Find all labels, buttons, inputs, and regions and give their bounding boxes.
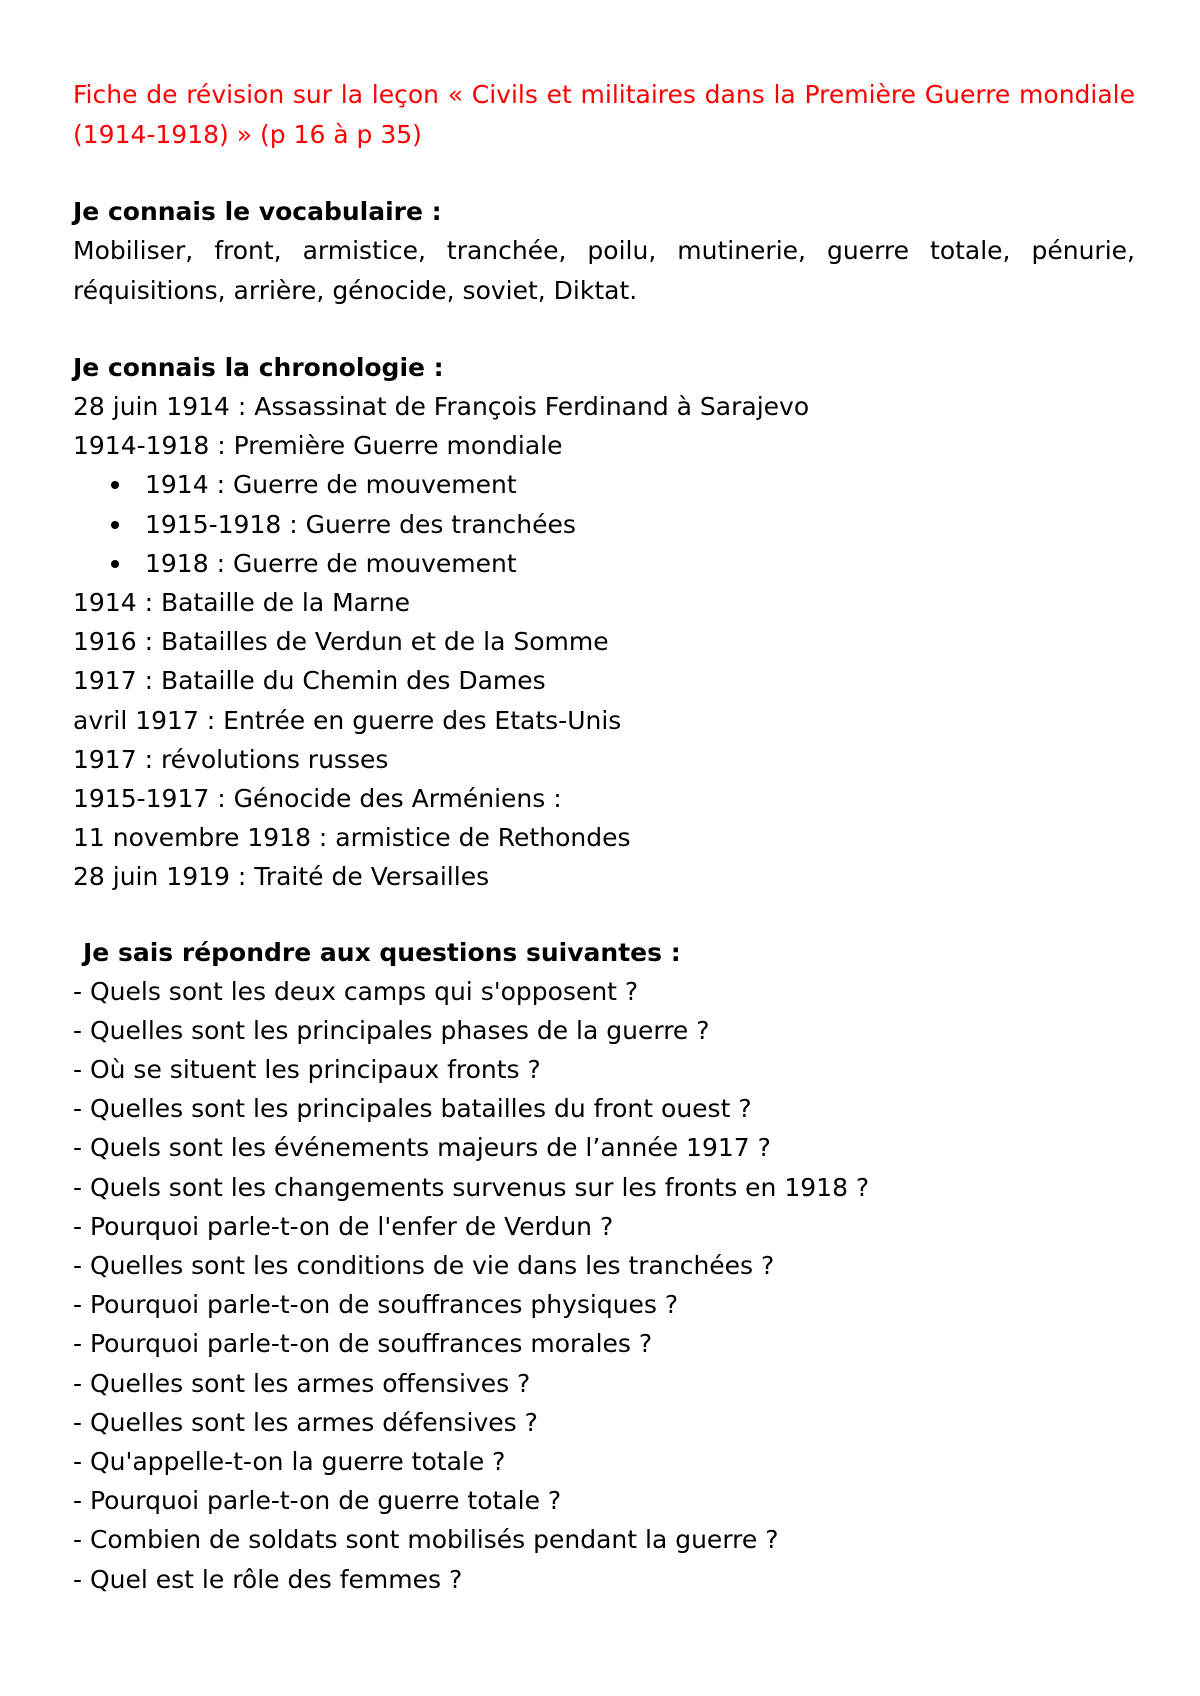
questions-section [73, 933, 1135, 1599]
question-item: - Où se situent les principaux fronts ? [73, 1055, 541, 1085]
chronology-line: 1916 : Batailles de Verdun et de la Somme [73, 627, 609, 657]
question-item: - Quels sont les événements majeurs de l’année 1917 ? [73, 1133, 771, 1163]
question-item: - Quel est le rôle des femmes ? [73, 1564, 463, 1594]
question-item: - Qu'appelle-t-on la guerre totale ? [73, 1447, 506, 1477]
document-title: Fiche de révision sur la leçon « Civils et militaires dans la Première Guerre mondiale (1914-1918) » (p 16 à p 35) [73, 80, 1135, 149]
chronology-line: 28 juin 1914 : Assassinat de François Ferdinand à Sarajevo [73, 392, 810, 421]
question-item: - Pourquoi parle-t-on de guerre totale ? [73, 1486, 562, 1516]
chronology-line: 1917 : Bataille du Chemin des Dames [73, 666, 546, 696]
chronology-line: 11 novembre 1918 : armistice de Rethondes [73, 823, 631, 853]
chronology-line: 1915-1917 : Génocide des Arméniens : [73, 784, 562, 814]
chronology-line: 28 juin 1919 : Traité de Versailles [73, 862, 490, 892]
chronology-line: avril 1917 : Entrée en guerre des Etats-Unis [73, 705, 622, 735]
spacer [73, 311, 1135, 348]
questions-heading: Je sais répondre aux questions suivantes : [83, 937, 681, 967]
chronology-line: 1914-1918 : Première Guerre mondiale [73, 431, 563, 461]
chronology-section [73, 348, 1135, 897]
vocabulary-list: Mobiliser, front, armistice, tranchée, poilu, mutinerie, guerre totale, pénurie, réquisitions, arrière, génocide, soviet, Diktat. [73, 236, 1135, 305]
question-item: - Combien de soldats sont mobilisés pendant la guerre ? [73, 1525, 779, 1555]
question-item: - Quelles sont les armes offensives ? [73, 1368, 531, 1398]
war-phase-text: 1914 : Guerre de mouvement [145, 470, 517, 500]
question-item: - Quelles sont les conditions de vie dans les tranchées ? [73, 1251, 775, 1281]
spacer [73, 155, 1135, 192]
war-phase-item [73, 465, 1135, 504]
question-item: - Pourquoi parle-t-on de souffrances morales ? [73, 1329, 653, 1359]
question-item: - Quelles sont les armes défensives ? [73, 1407, 538, 1437]
question-item: - Quelles sont les principales phases de la guerre ? [73, 1015, 710, 1045]
bullet-icon [111, 521, 119, 529]
question-item: - Quelles sont les principales batailles du front ouest ? [73, 1094, 752, 1124]
war-phase-text: 1918 : Guerre de mouvement [145, 548, 517, 578]
vocabulary-section [73, 192, 1135, 311]
question-item: - Pourquoi parle-t-on de souffrances physiques ? [73, 1290, 679, 1320]
document-page [73, 75, 1135, 1599]
question-item: - Pourquoi parle-t-on de l'enfer de Verdun ? [73, 1211, 614, 1241]
chronology-heading: Je connais la chronologie : [73, 353, 444, 382]
chronology-line: 1917 : révolutions russes [73, 744, 389, 774]
war-phase-text: 1915-1918 : Guerre des tranchées [145, 509, 576, 539]
war-phases-list [73, 465, 1135, 583]
bullet-icon [111, 481, 119, 489]
war-phase-item [73, 505, 1135, 544]
question-item: - Quels sont les changements survenus sur les fronts en 1918 ? [73, 1172, 870, 1202]
vocabulary-heading: Je connais le vocabulaire : [73, 197, 442, 226]
bullet-icon [111, 560, 119, 568]
question-item: - Quels sont les deux camps qui s'opposent ? [73, 976, 639, 1006]
spacer [73, 897, 1135, 933]
chronology-line: 1914 : Bataille de la Marne [73, 588, 411, 618]
war-phase-item [73, 544, 1135, 583]
